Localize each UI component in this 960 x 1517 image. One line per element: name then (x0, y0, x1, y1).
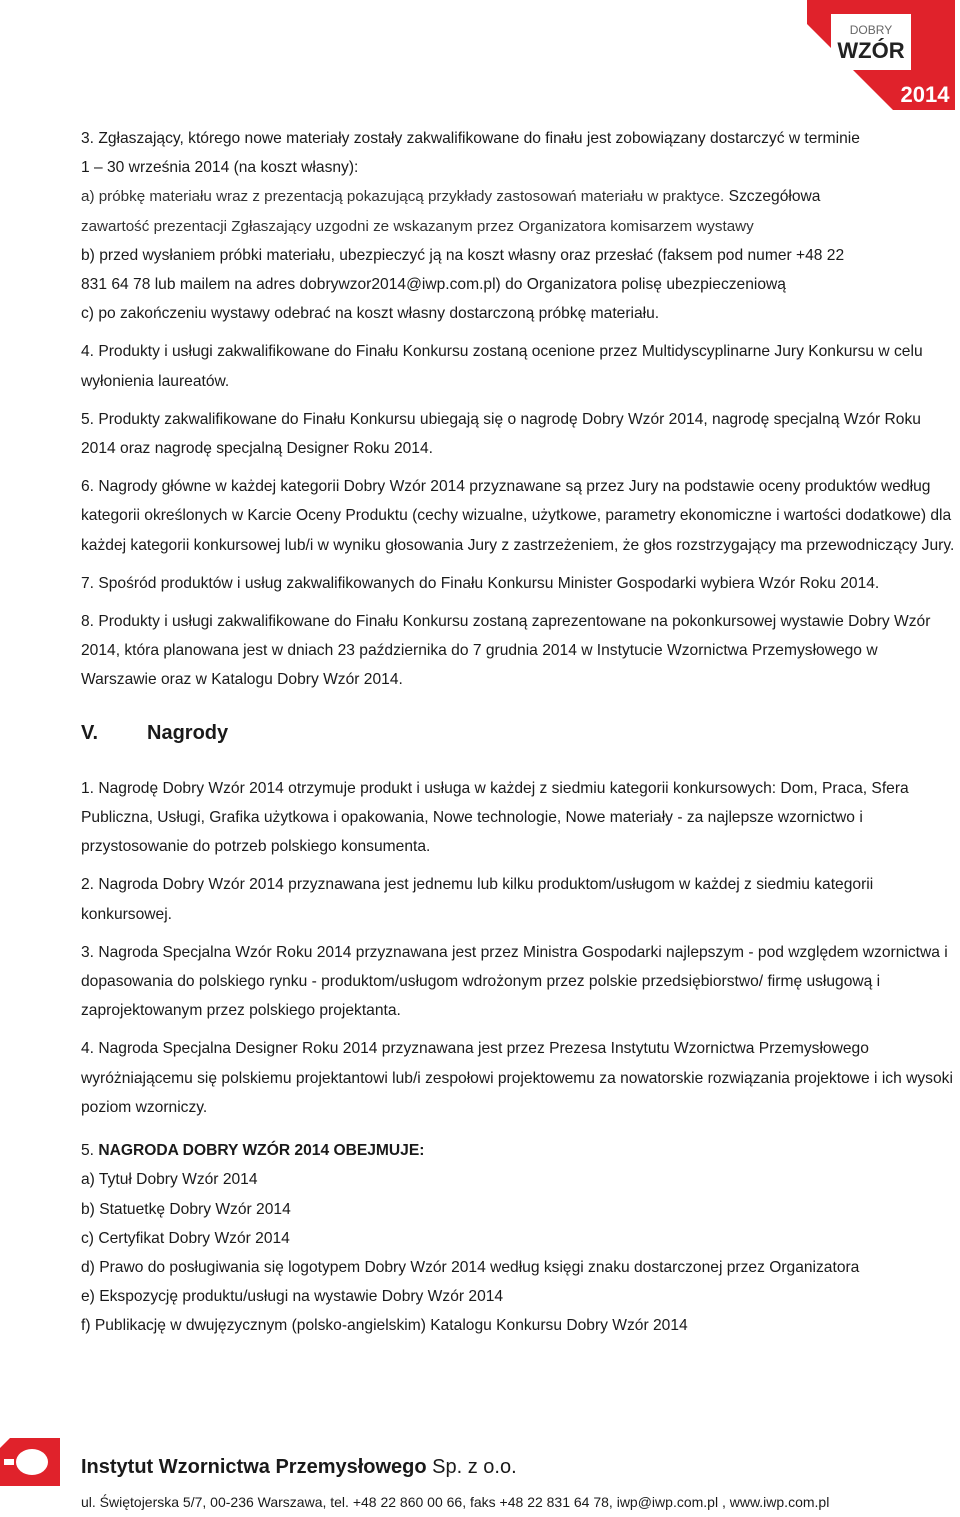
award-2: 2. Nagroda Dobry Wzór 2014 przyznawana jest jednemu lub kilku produktom/usługom w każdej z siedmiu kategorii konkursowej. (81, 876, 874, 923)
svg-text:WZÓR: WZÓR (837, 38, 905, 63)
paragraph-6: 6. Nagrody główne w każdej kategorii Dobry Wzór 2014 przyznawane są przez Jury na podstawie oceny produktów według kategorii określonych w Karcie Oceny Produktu (cechy wizualne, użytkowe, parametry ekonomiczne i wartości dodatkowe) dla każdej kategorii konkursowej lub/i w wyniku głosowania Jury z zastrzeżeniem, że głos rozstrzygający ma przewodniczący Jury. (81, 478, 955, 554)
dobry-wzor-logo (807, 0, 955, 110)
award-3: 3. Nagroda Specjalna Wzór Roku 2014 przyznawana jest przez Ministra Gospodarki najlepszym - pod względem wzornictwa i dopasowania do polskiego rynku - produktom/usługom wdrożonym przez polskie przedsiębiorstwo/ firmę usługową i zaprojektowanym przez polskiego projektanta. (81, 943, 948, 1020)
svg-text:2014: 2014 (900, 82, 950, 107)
section-3-line-a: a) próbkę materiału wraz z prezentacją pokazującą przykłady zastosowań materiału w praktyce. Szczegółowa (81, 188, 821, 206)
iwp-logo (0, 1430, 64, 1494)
paragraph-5: 5. Produkty zakwalifikowane do Finału Konkursu ubiegają się o nagrodę Dobry Wzór 2014, nagrodę specjalną Wzór Roku 2014 oraz nagrodę specjalną Designer Roku 2014. (81, 410, 921, 458)
paragraph-8: 8. Produkty i usługi zakwalifikowane do Finału Konkursu zostaną zaprezentowane na pokonkursowej wystawie Dobry Wzór 2014, która planowana jest w dniach 23 października do 7 grudnia 2014 w Instytucie Wzornictwa Przemysłowego w Warszawie oraz w Katalogu Dobry Wzór 2014. (81, 613, 931, 689)
section-3-line-1: 3. Zgłaszający, którego nowe materiały zostały zakwalifikowane do finału jest zobowiązany dostarczyć w terminie (81, 130, 860, 147)
list-item: c) Certyfikat Dobry Wzór 2014 (81, 1229, 290, 1247)
award-4: 4. Nagroda Specjalna Designer Roku 2014 przyznawana jest przez Prezesa Instytutu Wzornictwa Przemysłowego wyróżniającemu się polskiemu projektantowi lub/i zespołowi projektowemu za nowatorskie rozwiązania projektowe i ich wysoki poziom wzorniczy. (81, 1040, 953, 1116)
section-3-line-b-cont: 831 64 78 lub mailem na adres dobrywzor2014@iwp.com.pl) do Organizatora polisę ubezpieczeniową (81, 276, 786, 294)
award-5-heading: 5. NAGRODA DOBRY WZÓR 2014 OBEJMUJE: (81, 1142, 425, 1160)
section-3-line-2: 1 – 30 września 2014 (na koszt własny): (81, 159, 359, 177)
section-title: Nagrody (147, 721, 229, 744)
award-1: 1. Nagrodę Dobry Wzór 2014 otrzymuje produkt i usługa w każdej z siedmiu kategorii konkursowych: Dom, Praca, Sfera Publiczna, Usługi, Grafika użytkowa i opakowania, Nowe technologie, Nowe materiały - za najlepsze wzornictwo i przystosowanie do potrzeb polskiego konsumenta. (81, 779, 909, 856)
document-body (81, 124, 955, 1341)
section-3-line-b: b) przed wysłaniem próbki materiału, ubezpieczyć ją na koszt własny oraz przesłać (faksem pod numer +48 22 (81, 246, 845, 264)
list-item: f) Publikację w dwujęzycznym (polsko-angielskim) Katalogu Konkursu Dobry Wzór 2014 (81, 1317, 688, 1335)
section-3-line-a-cont: zawartość prezentacji Zgłaszający uzgodni ze wskazanym przez Organizatora komisarzem wystawy (81, 217, 754, 235)
list-item: a) Tytuł Dobry Wzór 2014 (81, 1171, 258, 1189)
list-item: b) Statuetkę Dobry Wzór 2014 (81, 1200, 291, 1218)
section-3-line-c: c) po zakończeniu wystawy odebrać na koszt własny dostarczoną próbkę materiału. (81, 305, 660, 323)
footer-address: ul. Świętojerska 5/7, 00-236 Warszawa, tel. +48 22 860 00 66, faks +48 22 831 64 78, iwp@iwp.com.pl , www.iwp.com.pl (81, 1494, 830, 1510)
section-heading (81, 719, 955, 748)
section-number: V. (81, 721, 99, 744)
footer-company-name: Instytut Wzornictwa Przemysłowego Sp. z o.o. (81, 1456, 517, 1478)
paragraph-7: 7. Spośród produktów i usług zakwalifikowanych do Finału Konkursu Minister Gospodarki wybiera Wzór Roku 2014. (81, 574, 880, 592)
list-item: d) Prawo do posługiwania się logotypem Dobry Wzór 2014 według księgi znaku dostarczonej przez Organizatora (81, 1258, 860, 1276)
list-item: e) Ekspozycję produktu/usługi na wystawie Dobry Wzór 2014 (81, 1288, 504, 1306)
paragraph-4: 4. Produkty i usługi zakwalifikowane do Finału Konkursu zostaną ocenione przez Multidyscyplinarne Jury Konkursu w celu wyłonienia laureatów. (81, 343, 923, 390)
svg-text:DOBRY: DOBRY (849, 23, 893, 37)
